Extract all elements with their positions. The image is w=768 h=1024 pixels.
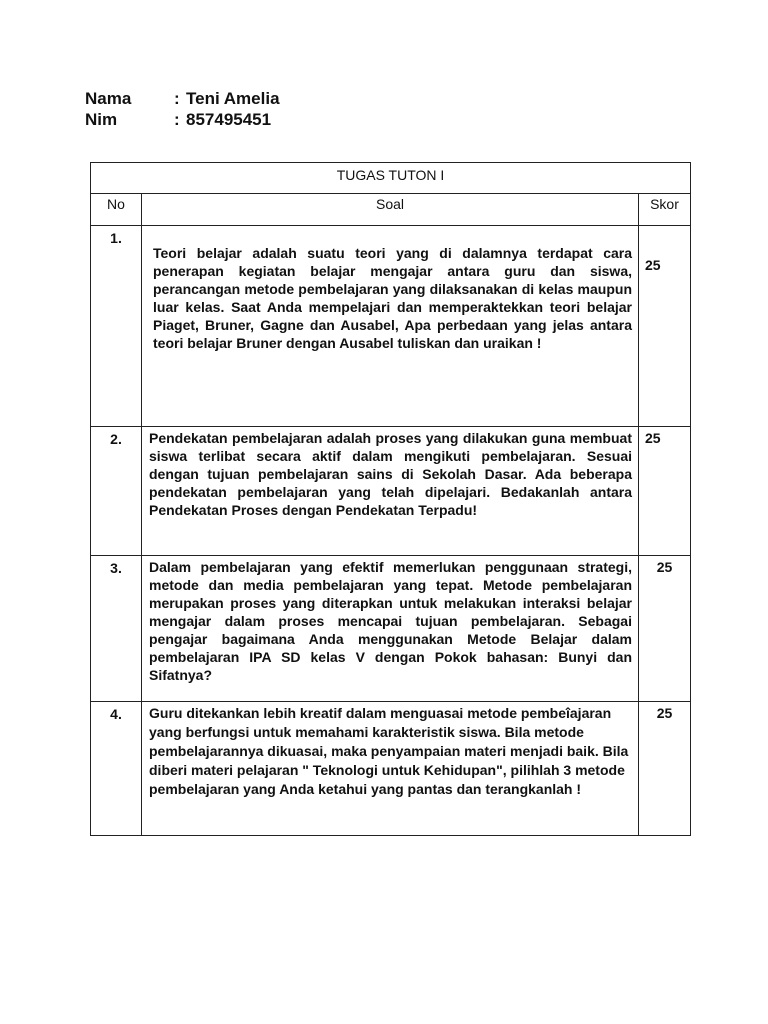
row-number: 4. — [91, 702, 142, 836]
row-number: 2. — [91, 427, 142, 556]
student-identity — [85, 88, 280, 130]
table-row — [91, 427, 691, 556]
score-cell: 25 — [639, 226, 691, 427]
name-row — [85, 88, 280, 109]
score-cell: 25 — [639, 556, 691, 702]
table-row — [91, 556, 691, 702]
table-row — [91, 226, 691, 427]
header-skor: Skor — [639, 194, 691, 226]
assignment-table — [90, 162, 691, 836]
name-value: Teni Amelia — [186, 89, 280, 108]
question-cell — [142, 226, 639, 427]
question-cell — [142, 427, 639, 556]
table-row — [91, 702, 691, 836]
question-text: Teori belajar adalah suatu teori yang di dalamnya terdapat cara penerapan kegiatan belajar mengajar antara guru dan siswa, perancangan metode pembelajaran yang dilaksanakan di kelas maupun luar kelas. Saat Anda mempelajari dan memperaktekkan teori belajar Piaget, Bruner, Gagne dan Ausabel, Apa perbedaan yang jelas antara teori belajar Bruner dengan Ausabel tuliskan dan uraikan ! — [153, 245, 632, 351]
table-title-row — [91, 163, 691, 194]
name-label: Nama — [85, 89, 132, 108]
nim-row — [85, 109, 280, 130]
question-text: Dalam pembelajaran yang efektif memerlukan penggunaan strategi, metode dan media pembelajaran yang tepat. Metode pembelajaran merupakan proses yang diterapkan untuk melakukan interaksi belajar mengajar dalam proses mencapai tujuan pembelajaran. Sebagai pengajar bagaimana Anda menggunakan Metode Belajar dalam pembelajaran IPA SD kelas V dengan Pokok bahasan: Bunyi dan Sifatnya? — [149, 559, 632, 683]
nim-label: Nim — [85, 110, 118, 129]
question-cell — [142, 702, 639, 836]
score-cell: 25 — [639, 427, 691, 556]
nim-value: 857495451 — [186, 110, 272, 129]
question-cell — [142, 556, 639, 702]
question-text: Guru ditekankan lebih kreatif dalam menguasai metode pembeîajaran yang berfungsi untuk memahami karakteristik siswa. Bila metode pembelajarannya dikuasai, maka penyampaian materi menjadi baik. Bila diberi materi pelajaran " Teknologi untuk Kehidupan", pilihlah 3 metode pembelajaran yang Anda ketahui yang pantas dan terangkanlah ! — [149, 705, 629, 797]
header-soal: Soal — [142, 194, 639, 226]
name-separator: : — [174, 89, 180, 108]
header-no: No — [91, 194, 142, 226]
row-number: 1. — [91, 226, 142, 427]
table-header-row — [91, 194, 691, 226]
nim-separator: : — [174, 110, 180, 129]
row-number: 3. — [91, 556, 142, 702]
table-title: TUGAS TUTON I — [91, 163, 691, 194]
question-text: Pendekatan pembelajaran adalah proses yang dilakukan guna membuat siswa terlibat secara aktif dalam mengikuti pembelajaran. Sesuai dengan tujuan pembelajaran sains di Sekolah Dasar. Ada beberapa pendekatan pembelajaran yang telah dipelajari. Bedakanlah antara Pendekatan Proses dengan Pendekatan Terpadu! — [149, 430, 632, 518]
score-cell: 25 — [639, 702, 691, 836]
